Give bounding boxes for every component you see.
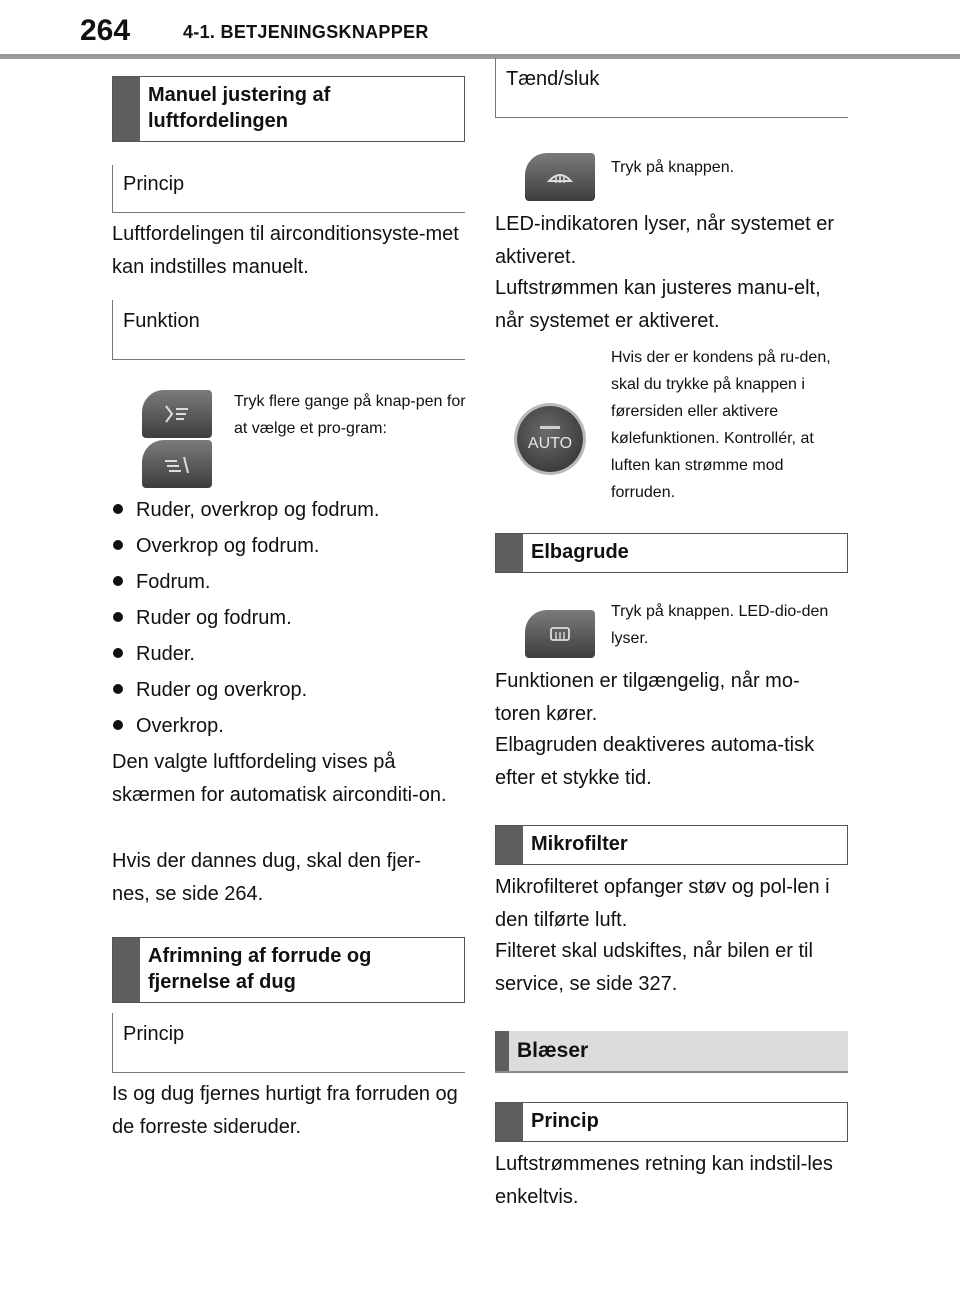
section-box-afrimning: [112, 937, 465, 1003]
section-title: Princip: [531, 1110, 599, 1132]
auto-button: [517, 406, 583, 472]
section-title: Afrimning af forrude og fjernelse af dug: [148, 945, 372, 993]
air-program-list: [112, 492, 465, 744]
section-box-blaeser: [495, 1031, 848, 1073]
section-box-elbagrude: [495, 533, 848, 573]
section-title: Blæser: [517, 1039, 589, 1062]
section-bar: [495, 1031, 509, 1071]
section-bar: [496, 534, 523, 572]
princip-paragraph: Luftfordelingen til airconditionsyste-met kan indstilles manuelt.: [112, 223, 459, 278]
auto-label: AUTO: [527, 434, 573, 452]
section-box-princip: [495, 1102, 848, 1142]
display-paragraph: Den valgte luftfordeling vises på skærmen for automatisk airconditi-on.: [112, 751, 447, 806]
list-item: Ruder, overkrop og fodrum.: [112, 492, 465, 528]
funktion-note: Tryk flere gange på knap-pen for at vælge et pro-gram:: [234, 393, 466, 437]
list-item: Ruder.: [112, 636, 465, 672]
subhead-princip: Princip: [112, 165, 465, 213]
mikrofilter-paragraph-1: Mikrofilteret opfanger støv og pol-len i den tilførte luft.: [495, 876, 830, 931]
vent-lower-icon: [142, 440, 212, 488]
section-box-mikrofilter: [495, 825, 848, 865]
defrost-button: [525, 153, 595, 201]
left-column: [112, 0, 465, 1300]
taend-note: Tryk på knappen.: [611, 159, 735, 176]
vent-upper-icon: [142, 390, 212, 438]
section-box-manuel-justering: [112, 76, 465, 142]
section-title: Mikrofilter: [531, 833, 628, 855]
funktion-paragraph: Funktionen er tilgængelig, når mo-toren kører.: [495, 670, 800, 725]
list-item: Fodrum.: [112, 564, 465, 600]
subhead-princip-2: Princip: [112, 1013, 465, 1073]
page-number: 264: [80, 14, 131, 47]
chapter-title: 4-1. BETJENINGSKNAPPER: [183, 22, 429, 42]
led-paragraph: LED-indikatoren lyser, når systemet er aktiveret.: [495, 213, 835, 268]
auto-button-face: [517, 406, 583, 472]
rear-defrost-button: [525, 610, 595, 658]
list-item: Overkrop.: [112, 708, 465, 744]
section-bar: [496, 1103, 523, 1141]
section-bar: [113, 938, 140, 1002]
kondens-note: Hvis der er kondens på ru-den, skal du trykke på knappen i førersiden eller aktivere kølefunktionen. Kontrollér, at luften kan strømme mod forruden.: [611, 349, 831, 501]
list-item: Overkrop og fodrum.: [112, 528, 465, 564]
right-column: [495, 0, 848, 1300]
elbagrude-paragraph: Elbagruden deaktiveres automa-tisk efter et stykke tid.: [495, 734, 815, 789]
blaeser-paragraph: Luftstrømmenes retning kan indstil-les enkeltvis.: [495, 1153, 833, 1208]
mikrofilter-paragraph-2: Filteret skal udskiftes, når bilen er til service, se side 327.: [495, 940, 813, 995]
rear-window-heat-icon: [525, 610, 595, 658]
dug-paragraph: Hvis der dannes dug, skal den fjer-nes, se side 264.: [112, 850, 422, 905]
elbagrude-note: Tryk på knappen. LED-dio-den lyser.: [611, 603, 829, 647]
list-item: Ruder og fodrum.: [112, 600, 465, 636]
list-item: Ruder og overkrop.: [112, 672, 465, 708]
section-title: Elbagrude: [531, 541, 629, 563]
section-bar: [496, 826, 523, 864]
windshield-defrost-icon: [525, 153, 595, 201]
air-distribution-button-upper: [142, 390, 212, 438]
section-title: Manuel justering af luftfordelingen: [148, 84, 331, 132]
section-bar: [113, 77, 140, 141]
afrimning-paragraph: Is og dug fjernes hurtigt fra forruden og de forreste sideruder.: [112, 1083, 458, 1138]
air-distribution-button-lower: [142, 440, 212, 488]
subhead-taend-sluk: Tænd/sluk: [495, 58, 848, 118]
luftstroem-paragraph: Luftstrømmen kan justeres manu-elt, når systemet er aktiveret.: [495, 277, 821, 332]
subhead-funktion: Funktion: [112, 300, 465, 360]
led-indicator: [540, 426, 560, 429]
